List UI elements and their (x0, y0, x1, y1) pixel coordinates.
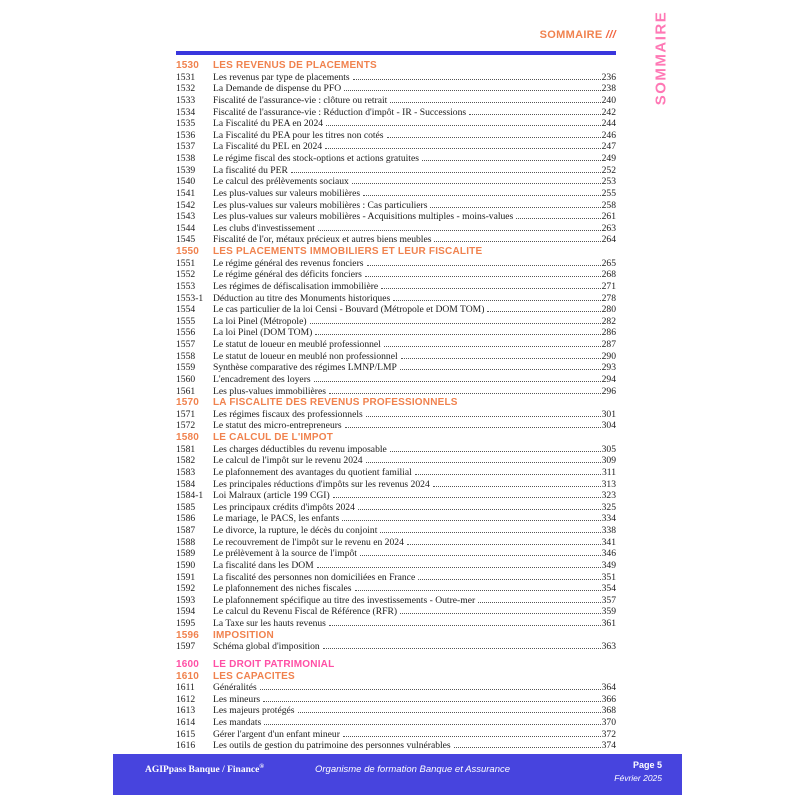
toc-entry-number: 1543 (176, 211, 196, 223)
dot-leader (487, 311, 600, 312)
toc-item (176, 304, 616, 316)
toc-entry-title: La Fiscalité du PEL en 2024 (213, 141, 323, 153)
toc-item (176, 281, 616, 293)
toc-entry-page: 247 (601, 141, 616, 153)
toc-entry-number: 1587 (176, 525, 196, 536)
dot-leader (516, 218, 600, 219)
toc-entry-page: 346 (601, 548, 616, 560)
toc-entry-number: 1610 (176, 670, 200, 682)
dot-leader (401, 358, 601, 359)
toc-section-header (176, 432, 616, 444)
toc-entry-number: 1597 (176, 641, 196, 653)
toc-entry-title: Les revenus par type de placements (213, 71, 350, 83)
footer-page-block (614, 760, 662, 783)
toc-entry-number: 1555 (176, 315, 196, 327)
toc-item (176, 420, 616, 432)
toc-entry-title: Les plus-values immobilières (213, 385, 326, 397)
dot-leader (400, 369, 601, 370)
toc-list (176, 60, 616, 752)
toc-entry-page: 261 (601, 211, 616, 223)
toc-entry-page: 293 (601, 362, 616, 374)
toc-entry-title: La fiscalité des personnes non domiciliées en France (213, 571, 416, 583)
toc-entry-page: 296 (601, 385, 616, 397)
toc-entry-title: Le statut de loueur en meublé non professionnel (213, 350, 398, 362)
toc-entry-page: 236 (601, 71, 616, 83)
toc-item (176, 165, 616, 177)
toc-entry-title: Les mandats (213, 717, 262, 728)
toc-item (176, 141, 616, 153)
toc-entry-number: 1538 (176, 153, 196, 164)
toc-item (176, 118, 616, 130)
toc-entry-number: 1559 (176, 362, 196, 374)
toc-entry-page: 265 (601, 257, 616, 269)
dot-leader (314, 381, 601, 382)
toc-entry-number: 1560 (176, 373, 196, 385)
toc-entry-page: 338 (601, 525, 616, 536)
toc-entry-number: 1532 (176, 83, 196, 95)
toc-entry-number: 1612 (176, 693, 196, 705)
toc-item (176, 618, 616, 630)
toc-entry-page: 359 (601, 606, 616, 618)
title-slashes-decoration: /// (605, 29, 616, 41)
toc-item (176, 479, 616, 491)
toc-entry-title: Synthèse comparative des régimes LMNP/LMP (213, 362, 397, 374)
toc-entry-page: 278 (601, 292, 616, 304)
toc-item (176, 269, 616, 281)
toc-entry-page: 242 (601, 106, 616, 118)
toc-entry-page: 349 (601, 559, 616, 571)
footer-brand (145, 763, 264, 775)
dot-leader (329, 393, 601, 394)
footer-bar (113, 754, 682, 795)
toc-entry-page: 286 (601, 327, 616, 339)
toc-entry-title: IMPOSITION (213, 629, 274, 641)
toc-item (176, 293, 616, 305)
dot-leader (381, 288, 600, 289)
dot-leader (343, 736, 601, 737)
dot-leader (355, 590, 601, 591)
dot-leader (380, 532, 600, 533)
toc-entry-title: Loi Malraux (article 199 CGI) (213, 490, 330, 502)
dot-leader (367, 265, 601, 266)
toc-entry-number: 1539 (176, 164, 196, 176)
dot-leader (469, 114, 601, 115)
toc-entry-number: 1586 (176, 513, 196, 525)
toc-entry-number: 1588 (176, 536, 196, 548)
toc-entry-number: 1561 (176, 385, 196, 397)
toc-item (176, 717, 616, 729)
toc-item (176, 107, 616, 119)
toc-section-header (176, 60, 616, 72)
toc-item (176, 583, 616, 595)
toc-entry-number: 1583 (176, 466, 196, 478)
toc-entry-page: 305 (601, 443, 616, 455)
toc-entry-number: 1593 (176, 594, 196, 606)
toc-entry-title: Les clubs d'investissement (213, 222, 315, 234)
toc-entry-number: 1591 (176, 571, 196, 583)
toc-section-header (176, 397, 616, 409)
toc-item (176, 595, 616, 607)
toc-entry-page: 368 (601, 705, 616, 717)
toc-entry-title: Le statut de loueur en meublé professionnel (213, 339, 381, 350)
toc-item (176, 682, 616, 694)
footer-brand-text: AGIPpass Banque / Finance (145, 765, 260, 776)
toc-item (176, 339, 616, 351)
toc-entry-page: 357 (601, 594, 616, 606)
toc-entry-number: 1572 (176, 420, 196, 432)
toc-entry-page: 351 (601, 571, 616, 583)
dot-leader (390, 102, 600, 103)
dot-leader (318, 230, 601, 231)
toc-entry-number: 1537 (176, 141, 196, 153)
toc-item (176, 548, 616, 560)
header-rule (176, 51, 616, 55)
toc-entry-title: Le régime général des revenus fonciers (213, 257, 364, 269)
toc-entry-page: 304 (601, 420, 616, 432)
toc-item (176, 316, 616, 328)
toc-entry-title: Les charges déductibles du revenu imposable (213, 443, 387, 455)
dot-leader (329, 625, 601, 626)
dot-leader (344, 90, 600, 91)
toc-entry-number: 1535 (176, 118, 196, 130)
dot-leader (260, 689, 601, 690)
toc-entry-number: 1556 (176, 327, 196, 339)
toc-entry-title: La loi Pinel (DOM TOM) (213, 327, 313, 339)
toc-entry-title: La Demande de dispense du PFO (213, 83, 342, 95)
dot-leader (298, 712, 601, 713)
toc-item (176, 200, 616, 212)
toc-entry-page: 252 (601, 164, 616, 176)
toc-item (176, 694, 616, 706)
toc-entry-title: Les plus-values sur valeurs mobilières - Acquisitions multiples - moins-values (213, 211, 514, 223)
toc-entry-page: 301 (601, 408, 616, 420)
toc-entry-number: 1611 (176, 682, 195, 694)
footer-organisation: Organisme de formation Banque et Assurance (314, 764, 511, 775)
toc-entry-number: 1595 (176, 618, 196, 629)
footer-page-number: Page 5 (632, 760, 662, 770)
toc-entry-title: Le régime fiscal des stock-options et actions gratuites (213, 153, 419, 164)
toc-entry-number: 1553 (176, 280, 196, 292)
toc-entry-page: 311 (601, 466, 616, 478)
toc-item (176, 740, 616, 752)
dot-leader (342, 520, 600, 521)
toc-entry-page: 253 (601, 176, 616, 188)
dot-leader (433, 486, 601, 487)
dot-leader (315, 334, 600, 335)
toc-item (176, 130, 616, 142)
toc-entry-page: 264 (601, 234, 616, 246)
toc-entry-title: Le recouvrement de l'impôt sur le revenu en 2024 (213, 536, 404, 548)
dot-leader (333, 497, 601, 498)
toc-entry-number: 1545 (176, 234, 196, 246)
toc-entry-title: L'encadrement des loyers (213, 373, 311, 385)
toc-entry-title: LES PLACEMENTS IMMOBILIERS ET LEUR FISCALITE (213, 246, 483, 257)
toc-entry-number: 1531 (176, 71, 196, 83)
dot-leader (418, 579, 600, 580)
toc-entry-number: 1550 (176, 246, 200, 257)
dot-leader (407, 544, 601, 545)
dot-leader (387, 137, 601, 138)
toc-item (176, 525, 616, 537)
toc-item (176, 560, 616, 572)
toc-entry-page: 290 (601, 350, 616, 362)
toc-entry-title: Les régimes de défiscalisation immobilière (213, 280, 379, 292)
toc-item (176, 455, 616, 467)
toc-entry-title: Déduction au titre des Monuments historiques (213, 292, 391, 304)
toc-item (176, 502, 616, 514)
dot-leader (345, 427, 601, 428)
toc-entry-title: Le statut des micro-entrepreneurs (213, 420, 342, 432)
dot-leader (323, 648, 601, 649)
dot-leader (430, 207, 600, 208)
toc-entry-number: 1558 (176, 350, 196, 362)
toc-item (176, 729, 616, 741)
toc-entry-page: 374 (601, 740, 616, 752)
toc-entry-number: 1584-1 (176, 490, 204, 502)
toc-section-header (176, 630, 616, 642)
toc-entry-number: 1542 (176, 199, 196, 211)
toc-entry-page: 364 (601, 682, 616, 694)
dot-leader (263, 701, 600, 702)
toc-item (176, 572, 616, 584)
toc-entry-page: 313 (601, 478, 616, 490)
toc-entry-number: 1600 (176, 658, 200, 670)
toc-item (176, 513, 616, 525)
dot-leader (384, 346, 601, 347)
toc-entry-title: Gérer l'argent d'un enfant mineur (213, 728, 340, 740)
toc-entry-page: 282 (601, 315, 616, 327)
toc-entry-number: 1589 (176, 548, 196, 560)
dot-leader (358, 509, 601, 510)
toc-entry-number: 1580 (176, 432, 200, 443)
toc-item (176, 606, 616, 618)
toc-entry-page: 263 (601, 222, 616, 234)
toc-item (176, 211, 616, 223)
toc-entry-page: 309 (601, 455, 616, 467)
toc-entry-title: Les principaux crédits d'impôts 2024 (213, 501, 355, 513)
dot-leader (310, 323, 601, 324)
toc-entry-page: 341 (601, 536, 616, 548)
toc-item (176, 83, 616, 95)
dot-leader (264, 724, 600, 725)
toc-entry-page: 271 (601, 280, 616, 292)
toc-item (176, 258, 616, 270)
dot-leader (353, 79, 601, 80)
dot-leader (363, 195, 601, 196)
toc-entry-number: 1592 (176, 583, 196, 595)
page-title-text: SOMMAIRE (539, 29, 603, 41)
toc-entry-page: 334 (601, 513, 616, 525)
toc-entry-number: 1554 (176, 304, 196, 316)
dot-leader (366, 416, 601, 417)
toc-entry-number: 1534 (176, 106, 196, 118)
footer-date: Février 2025 (614, 773, 662, 783)
toc-entry-title: Le plafonnement des niches fiscales (213, 583, 352, 595)
toc-entry-title: Fiscalité de l'or, métaux précieux et autres biens meubles (213, 234, 432, 246)
toc-entry-title: LE DROIT PATRIMONIAL (213, 658, 335, 670)
toc-entry-page: 280 (601, 304, 616, 316)
toc-item (176, 490, 616, 502)
toc-entry-title: LES REVENUS DE PLACEMENTS (213, 60, 377, 71)
toc-entry-title: Le calcul des prélèvements sociaux (213, 176, 349, 188)
toc-entry-page: 246 (601, 129, 616, 141)
toc-entry-number: 1613 (176, 705, 196, 717)
toc-item (176, 95, 616, 107)
toc-entry-page: 268 (601, 269, 616, 281)
toc-item (176, 223, 616, 235)
toc-item (176, 72, 616, 84)
toc-item (176, 467, 616, 479)
toc-item (176, 188, 616, 200)
toc-section-header (176, 659, 616, 671)
toc-entry-title: La Fiscalité du PEA en 2024 (213, 118, 324, 130)
toc-entry-number: 1530 (176, 60, 200, 71)
toc-entry-number: 1584 (176, 478, 196, 490)
toc-entry-number: 1552 (176, 269, 196, 281)
side-tab-label: SOMMAIRE (652, 10, 670, 106)
toc-item (176, 386, 616, 398)
toc-entry-number: 1594 (176, 606, 196, 618)
dot-leader (454, 747, 601, 748)
dot-leader (478, 602, 600, 603)
toc-entry-page: 240 (601, 94, 616, 106)
toc-entry-title: LE CALCUL DE L'IMPOT (213, 432, 334, 443)
dot-leader (352, 183, 601, 184)
toc-entry-title: La loi Pinel (Métropole) (213, 315, 307, 327)
dot-leader (422, 160, 601, 161)
toc-entry-title: Le mariage, le PACS, les enfants (213, 513, 340, 525)
toc-entry-number: 1544 (176, 222, 196, 234)
toc-section-header (176, 246, 616, 258)
toc-entry-title: La fiscalité du PER (213, 164, 288, 176)
toc-entry-number: 1596 (176, 629, 200, 641)
toc-item (176, 705, 616, 717)
toc-entry-title: Les majeurs protégés (213, 705, 295, 717)
dot-leader (317, 567, 601, 568)
toc-entry-title: Le divorce, la rupture, le décès du conjoint (213, 525, 378, 536)
toc-entry-page: 249 (601, 153, 616, 164)
toc-entry-number: 1615 (176, 728, 196, 740)
toc-entry-number: 1540 (176, 176, 196, 188)
toc-entry-page: 354 (601, 583, 616, 595)
toc-item (176, 537, 616, 549)
toc-entry-number: 1533 (176, 94, 196, 106)
dot-leader (325, 148, 600, 149)
toc-entry-page: 255 (601, 187, 616, 199)
toc-item (176, 153, 616, 165)
toc-entry-title: Les plus-values sur valeurs mobilières (213, 187, 361, 199)
toc-entry-number: 1551 (176, 257, 196, 269)
toc-entry-title: Fiscalité de l'assurance-vie : clôture ou retrait (213, 94, 388, 106)
toc-entry-number: 1536 (176, 129, 196, 141)
toc-entry-page: 323 (601, 490, 616, 502)
dot-leader (360, 555, 601, 556)
toc-entry-page: 370 (601, 717, 616, 728)
toc-item (176, 176, 616, 188)
toc-entry-number: 1570 (176, 397, 200, 409)
toc-entry-number: 1581 (176, 443, 196, 455)
toc-entry-title: Le calcul de l'impôt sur le revenu 2024 (213, 455, 363, 467)
toc-entry-title: Le régime général des déficits fonciers (213, 269, 362, 281)
toc-entry-page: 244 (601, 118, 616, 130)
toc-entry-page: 287 (601, 339, 616, 350)
toc-entry-number: 1614 (176, 717, 196, 728)
toc-item (176, 362, 616, 374)
toc-entry-title: Le cas particulier de la loi Censi - Bouvard (Métropole et DOM TOM) (213, 304, 485, 316)
toc-entry-number: 1585 (176, 501, 196, 513)
toc-item (176, 351, 616, 363)
toc-entry-title: Les régimes fiscaux des professionnels (213, 408, 363, 420)
toc-item (176, 444, 616, 456)
dot-leader (434, 241, 600, 242)
dot-leader (366, 462, 601, 463)
toc-entry-page: 258 (601, 199, 616, 211)
dot-leader (393, 300, 600, 301)
toc-item (176, 327, 616, 339)
toc-entry-page: 238 (601, 83, 616, 95)
toc-entry-title: LA FISCALITE DES REVENUS PROFESSIONNELS (213, 397, 458, 409)
toc-entry-title: Le calcul du Revenu Fiscal de Référence (RFR) (213, 606, 398, 618)
toc-item (176, 641, 616, 653)
toc-entry-title: Les outils de gestion du patrimoine des personnes vulnérables (213, 740, 451, 752)
toc-entry-number: 1582 (176, 455, 196, 467)
toc-entry-number: 1590 (176, 559, 196, 571)
dot-leader (390, 451, 601, 452)
toc-entry-number: 1571 (176, 408, 196, 420)
toc-entry-page: 325 (601, 501, 616, 513)
toc-entry-page: 294 (601, 373, 616, 385)
toc-entry-title: La Fiscalité du PEA pour les titres non cotés (213, 129, 384, 141)
toc-entry-title: Fiscalité de l'assurance-vie : Réduction d'impôt - IR - Successions (213, 106, 467, 118)
toc-entry-title: Les mineurs (213, 693, 261, 705)
toc-item (176, 234, 616, 246)
toc-entry-title: Le plafonnement des avantages du quotient familial (213, 466, 412, 478)
dot-leader (326, 125, 601, 126)
dot-leader (415, 474, 601, 475)
toc-section-header (176, 671, 616, 683)
toc-entry-number: 1616 (176, 740, 196, 752)
toc-entry-title: La Taxe sur les hauts revenus (213, 618, 326, 629)
toc-item (176, 374, 616, 386)
toc-entry-title: Généralités (213, 682, 257, 694)
dot-leader (400, 613, 601, 614)
toc-entry-number: 1541 (176, 187, 196, 199)
toc-entry-title: LES CAPACITES (213, 670, 295, 682)
toc-entry-title: Le plafonnement spécifique au titre des investissements - Outre-mer (213, 594, 476, 606)
toc-entry-page: 366 (601, 693, 616, 705)
toc-entry-title: Schéma global d'imposition (213, 641, 320, 653)
toc-entry-title: Le prélèvement à la source de l'impôt (213, 548, 357, 560)
toc-entry-title: Les principales réductions d'impôts sur les revenus 2024 (213, 478, 430, 490)
dot-leader (365, 276, 601, 277)
toc-entry-page: 372 (601, 728, 616, 740)
dot-leader (291, 172, 601, 173)
toc-entry-title: La fiscalité dans les DOM (213, 559, 314, 571)
toc-entry-number: 1557 (176, 339, 196, 350)
registered-mark-icon: ® (259, 763, 265, 770)
toc-entry-number: 1553-1 (176, 292, 204, 304)
toc-entry-title: Les plus-values sur valeurs mobilières : Cas particuliers (213, 199, 428, 211)
toc-item (176, 409, 616, 421)
page-title (540, 29, 616, 41)
toc-entry-page: 363 (601, 641, 616, 653)
toc-entry-page: 361 (601, 618, 616, 629)
